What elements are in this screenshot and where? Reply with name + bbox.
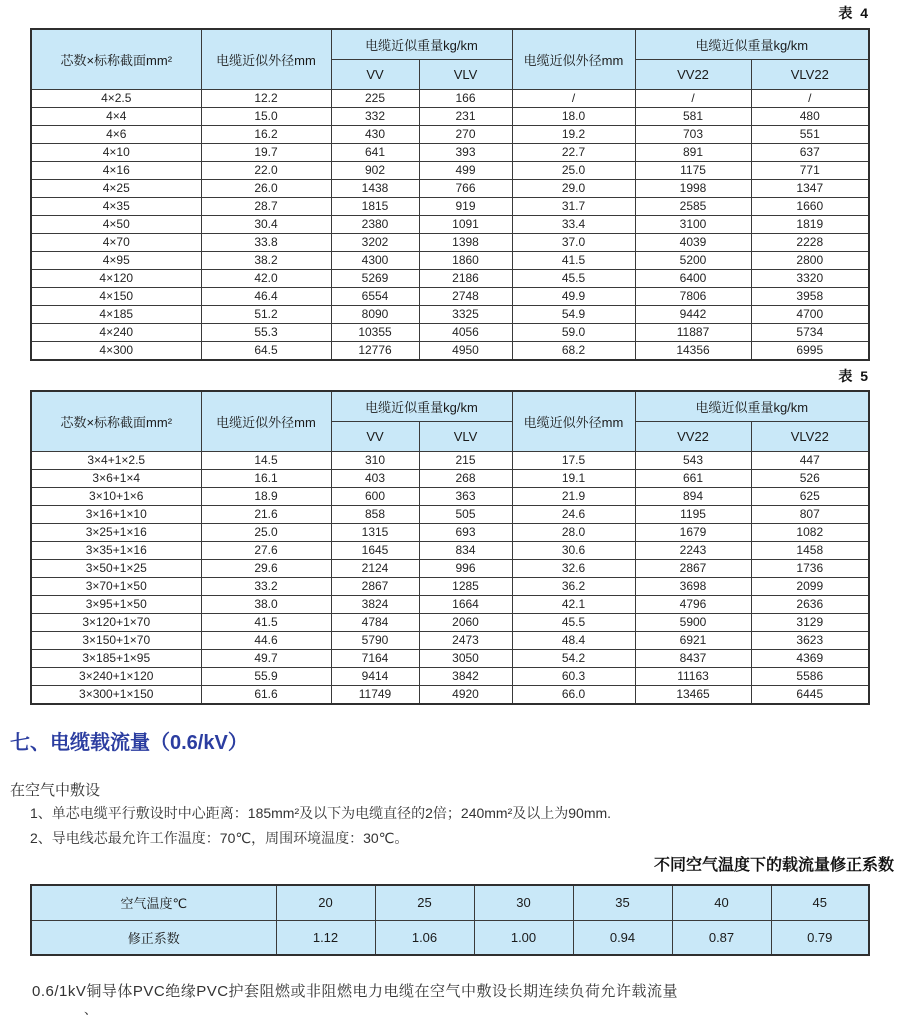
col-header-vlv: VLV <box>419 59 512 89</box>
cable-spec-table-5 <box>30 390 870 705</box>
table-cell: 1815 <box>331 197 419 215</box>
table-cell: 61.6 <box>201 685 331 704</box>
table-cell: 3×35+1×16 <box>31 541 201 559</box>
col-header-vv: VV <box>331 421 419 451</box>
table-cell: 3100 <box>635 215 751 233</box>
table-cell: 30.6 <box>512 541 635 559</box>
table-cell: 268 <box>419 469 512 487</box>
table-cell: 49.7 <box>201 649 331 667</box>
table-row <box>31 631 869 649</box>
table-cell: 30.4 <box>201 215 331 233</box>
table-cell: 41.5 <box>201 613 331 631</box>
table-cell: 0.79 <box>771 920 869 955</box>
table-cell: 29.0 <box>512 179 635 197</box>
table-cell: 766 <box>419 179 512 197</box>
table-cell: 18.0 <box>512 107 635 125</box>
table-cell: 51.2 <box>201 305 331 323</box>
table-cell: 16.2 <box>201 125 331 143</box>
table-cell: 19.7 <box>201 143 331 161</box>
table-cell: 543 <box>635 451 751 469</box>
table-cell: 1660 <box>751 197 869 215</box>
table-cell: 1.12 <box>276 920 375 955</box>
table-row <box>31 323 869 341</box>
table-row <box>31 505 869 523</box>
table-cell: 919 <box>419 197 512 215</box>
table-row <box>31 667 869 685</box>
correction-factor-row <box>31 920 869 955</box>
table-cell: 894 <box>635 487 751 505</box>
table-cell: 25.0 <box>201 523 331 541</box>
table-row <box>31 179 869 197</box>
table-cell: 4×10 <box>31 143 201 161</box>
temperature-correction-table <box>30 884 870 956</box>
table-cell: 2380 <box>331 215 419 233</box>
table-cell: 6554 <box>331 287 419 305</box>
table-cell: 581 <box>635 107 751 125</box>
table-cell: 46.4 <box>201 287 331 305</box>
col-header-core-section: 芯数×标称截面mm² <box>31 29 201 89</box>
table-cell: 1458 <box>751 541 869 559</box>
table5-caption: 表 5 <box>838 368 870 384</box>
table-cell: 54.9 <box>512 305 635 323</box>
table-cell: 363 <box>419 487 512 505</box>
table-cell: 31.7 <box>512 197 635 215</box>
col-header-weight-2: 电缆近似重量kg/km <box>635 391 869 421</box>
col-header-outer-diameter-1: 电缆近似外径mm <box>201 29 331 89</box>
table-cell: 16.1 <box>201 469 331 487</box>
table-cell: 25 <box>375 885 474 920</box>
table-cell: 24.6 <box>512 505 635 523</box>
table-row <box>31 559 869 577</box>
table-cell: 393 <box>419 143 512 161</box>
table-cell: 9442 <box>635 305 751 323</box>
col-header-outer-diameter-1: 电缆近似外径mm <box>201 391 331 451</box>
table-cell: 13465 <box>635 685 751 704</box>
table-cell: 4784 <box>331 613 419 631</box>
table-cell: 33.2 <box>201 577 331 595</box>
table-cell: 4300 <box>331 251 419 269</box>
table-cell: 3×16+1×10 <box>31 505 201 523</box>
table-cell: 7806 <box>635 287 751 305</box>
table-cell: 891 <box>635 143 751 161</box>
table-cell: 1.06 <box>375 920 474 955</box>
table-cell: 14.5 <box>201 451 331 469</box>
table-cell: 3698 <box>635 577 751 595</box>
table-cell: 1736 <box>751 559 869 577</box>
table-cell: 3050 <box>419 649 512 667</box>
table-cell: 49.9 <box>512 287 635 305</box>
table4-caption: 表 4 <box>838 5 870 21</box>
table-cell: 3×95+1×50 <box>31 595 201 613</box>
table-cell: 6995 <box>751 341 869 360</box>
table-cell: 3325 <box>419 305 512 323</box>
table-cell: 3×240+1×120 <box>31 667 201 685</box>
table-cell: 55.3 <box>201 323 331 341</box>
footer-note: 0.6/1kV铜导体PVC绝缘PVC护套阻燃或非阻燃电力电缆在空气中敷设长期连续负荷允许载流量 <box>32 983 679 1000</box>
table-cell: 5269 <box>331 269 419 287</box>
table-cell: 2228 <box>751 233 869 251</box>
table-cell: 1091 <box>419 215 512 233</box>
table-cell: 166 <box>419 89 512 107</box>
table-cell: 36.2 <box>512 577 635 595</box>
table-cell: 22.7 <box>512 143 635 161</box>
table-cell: 66.0 <box>512 685 635 704</box>
table-cell: 3×4+1×2.5 <box>31 451 201 469</box>
table-cell: 64.5 <box>201 341 331 360</box>
table-cell: 703 <box>635 125 751 143</box>
table-row <box>31 595 869 613</box>
table-cell: 48.4 <box>512 631 635 649</box>
table-cell: 7164 <box>331 649 419 667</box>
table-cell: 1175 <box>635 161 751 179</box>
table-cell: 902 <box>331 161 419 179</box>
table-cell: 20 <box>276 885 375 920</box>
table-cell: 6921 <box>635 631 751 649</box>
table-cell: 21.9 <box>512 487 635 505</box>
table-row <box>31 649 869 667</box>
table-cell: 4×16 <box>31 161 201 179</box>
table-cell: 4×35 <box>31 197 201 215</box>
table-cell: 3×10+1×6 <box>31 487 201 505</box>
section-heading-ampacity: 七、电缆载流量（0.6/kV） <box>10 732 248 754</box>
table-cell: 37.0 <box>512 233 635 251</box>
table-cell: 231 <box>419 107 512 125</box>
col-header-vlv22: VLV22 <box>751 59 869 89</box>
table-cell: 3×70+1×50 <box>31 577 201 595</box>
table-row <box>31 143 869 161</box>
col-header-weight-1: 电缆近似重量kg/km <box>331 391 512 421</box>
table-cell: 27.6 <box>201 541 331 559</box>
col-header-outer-diameter-2: 电缆近似外径mm <box>512 391 635 451</box>
table-cell: 1315 <box>331 523 419 541</box>
table-cell: 4×240 <box>31 323 201 341</box>
table-cell: 4796 <box>635 595 751 613</box>
table5-header <box>31 391 869 451</box>
table-cell: 1082 <box>751 523 869 541</box>
table-cell: 0.87 <box>672 920 771 955</box>
table-cell: 270 <box>419 125 512 143</box>
note-item-2: 2、导电线芯最允许工作温度：70℃，周围环境温度：30℃。 <box>30 830 409 846</box>
table-cell: 1347 <box>751 179 869 197</box>
table-cell: 32.6 <box>512 559 635 577</box>
table-cell: 54.2 <box>512 649 635 667</box>
table-cell: 996 <box>419 559 512 577</box>
note-item-1: 1、单芯电缆平行敷设时中心距离：185mm²及以下为电缆直径的2倍；240mm²及以上为90mm. <box>30 805 612 821</box>
table-cell: 6400 <box>635 269 751 287</box>
table-cell: 35 <box>573 885 672 920</box>
table-cell: 44.6 <box>201 631 331 649</box>
table-row <box>31 541 869 559</box>
table-cell: 834 <box>419 541 512 559</box>
table-cell: 3842 <box>419 667 512 685</box>
table-cell: 22.0 <box>201 161 331 179</box>
table-cell: 3×6+1×4 <box>31 469 201 487</box>
table-cell: 4×50 <box>31 215 201 233</box>
table-cell: 42.1 <box>512 595 635 613</box>
table-cell: / <box>512 89 635 107</box>
table-row <box>31 161 869 179</box>
table-cell: 693 <box>419 523 512 541</box>
table-cell: 38.2 <box>201 251 331 269</box>
table-cell: 5790 <box>331 631 419 649</box>
table-cell: 60.3 <box>512 667 635 685</box>
col-header-vv22: VV22 <box>635 421 751 451</box>
table-row <box>31 107 869 125</box>
table-cell: 4056 <box>419 323 512 341</box>
table-cell: 1860 <box>419 251 512 269</box>
table-cell: 4×95 <box>31 251 201 269</box>
table-row <box>31 523 869 541</box>
table-row <box>31 613 869 631</box>
table-cell: 3×150+1×70 <box>31 631 201 649</box>
table-cell: 1679 <box>635 523 751 541</box>
table-cell: 33.4 <box>512 215 635 233</box>
table-cell: 2060 <box>419 613 512 631</box>
table-cell: 55.9 <box>201 667 331 685</box>
col-header-vlv: VLV <box>419 421 512 451</box>
table-cell: 2099 <box>751 577 869 595</box>
table-cell: 2585 <box>635 197 751 215</box>
table-cell: 5734 <box>751 323 869 341</box>
table-cell: 8090 <box>331 305 419 323</box>
cable-spec-table-4 <box>30 28 870 361</box>
table-cell: 403 <box>331 469 419 487</box>
table-cell: 3×185+1×95 <box>31 649 201 667</box>
table-cell: 4×2.5 <box>31 89 201 107</box>
table-row <box>31 487 869 505</box>
table-cell: 9414 <box>331 667 419 685</box>
table-cell: 505 <box>419 505 512 523</box>
correction-table-title: 不同空气温度下的载流量修正系数 <box>653 857 894 874</box>
table-cell: 3129 <box>751 613 869 631</box>
table-cell: 11887 <box>635 323 751 341</box>
table-cell: 1195 <box>635 505 751 523</box>
table-row <box>31 89 869 107</box>
table-cell: 3202 <box>331 233 419 251</box>
table-cell: 225 <box>331 89 419 107</box>
table-cell: 5200 <box>635 251 751 269</box>
table-cell: 858 <box>331 505 419 523</box>
table-cell: 4×185 <box>31 305 201 323</box>
table-cell: 1.00 <box>474 920 573 955</box>
table-cell: 1398 <box>419 233 512 251</box>
table-cell: 4×120 <box>31 269 201 287</box>
table-cell: 4369 <box>751 649 869 667</box>
table-cell: 11163 <box>635 667 751 685</box>
table-cell: 5586 <box>751 667 869 685</box>
table-cell: 19.1 <box>512 469 635 487</box>
table-cell: 17.5 <box>512 451 635 469</box>
table-row <box>31 685 869 704</box>
table-cell: 310 <box>331 451 419 469</box>
table-cell: 12776 <box>331 341 419 360</box>
table-cell: 3×120+1×70 <box>31 613 201 631</box>
table-cell: 625 <box>751 487 869 505</box>
table-cell: 59.0 <box>512 323 635 341</box>
table-cell: 42.0 <box>201 269 331 287</box>
table-cell: 68.2 <box>512 341 635 360</box>
table-cell: 21.6 <box>201 505 331 523</box>
table-cell: 4×300 <box>31 341 201 360</box>
table-row <box>31 469 869 487</box>
table4-body <box>31 89 869 360</box>
col-header-vv: VV <box>331 59 419 89</box>
table-cell: 3623 <box>751 631 869 649</box>
table-row <box>31 233 869 251</box>
col-header-vv22: VV22 <box>635 59 751 89</box>
table-cell: 38.0 <box>201 595 331 613</box>
col-header-weight-2: 电缆近似重量kg/km <box>635 29 869 59</box>
table-cell: 661 <box>635 469 751 487</box>
table-cell: 3320 <box>751 269 869 287</box>
table-cell: 10355 <box>331 323 419 341</box>
table-cell: 18.9 <box>201 487 331 505</box>
table-cell: 637 <box>751 143 869 161</box>
table-cell: 551 <box>751 125 869 143</box>
table4-header <box>31 29 869 89</box>
table-cell: 4039 <box>635 233 751 251</box>
table-cell: 15.0 <box>201 107 331 125</box>
table-cell: 4700 <box>751 305 869 323</box>
table-cell: 771 <box>751 161 869 179</box>
table-cell: 2124 <box>331 559 419 577</box>
table-row <box>31 451 869 469</box>
table-cell: 26.0 <box>201 179 331 197</box>
table-cell: 2867 <box>331 577 419 595</box>
table-cell: 499 <box>419 161 512 179</box>
table-row <box>31 341 869 360</box>
table-cell: 28.7 <box>201 197 331 215</box>
col-header-vlv22: VLV22 <box>751 421 869 451</box>
table-cell: 1819 <box>751 215 869 233</box>
table-cell: 3×50+1×25 <box>31 559 201 577</box>
table-cell: 45.5 <box>512 269 635 287</box>
table-cell: 1645 <box>331 541 419 559</box>
table-cell: / <box>751 89 869 107</box>
table-row <box>31 577 869 595</box>
table-cell: 3824 <box>331 595 419 613</box>
table-cell: 807 <box>751 505 869 523</box>
col-header-outer-diameter-2: 电缆近似外径mm <box>512 29 635 89</box>
table-cell: 2867 <box>635 559 751 577</box>
table-cell: 526 <box>751 469 869 487</box>
table-row <box>31 125 869 143</box>
table-cell: 3×300+1×150 <box>31 685 201 704</box>
correction-temp-label: 空气温度℃ <box>31 885 276 920</box>
table-cell: 45.5 <box>512 613 635 631</box>
table-cell: 600 <box>331 487 419 505</box>
table-cell: 2186 <box>419 269 512 287</box>
table-cell: 430 <box>331 125 419 143</box>
table-cell: 1438 <box>331 179 419 197</box>
air-laying-label: 在空气中敷设 <box>10 782 101 799</box>
table-cell: 2800 <box>751 251 869 269</box>
table-row <box>31 269 869 287</box>
table-row <box>31 287 869 305</box>
table-cell: 332 <box>331 107 419 125</box>
table-cell: 1285 <box>419 577 512 595</box>
cutoff-text-mark: 、 <box>84 1002 98 1017</box>
table-cell: 19.2 <box>512 125 635 143</box>
table-cell: 6445 <box>751 685 869 704</box>
correction-factor-label: 修正系数 <box>31 920 276 955</box>
table-cell: 33.8 <box>201 233 331 251</box>
table-cell: 480 <box>751 107 869 125</box>
table-cell: 4920 <box>419 685 512 704</box>
table-cell: 1664 <box>419 595 512 613</box>
table-cell: / <box>635 89 751 107</box>
table-cell: 4×70 <box>31 233 201 251</box>
table-cell: 12.2 <box>201 89 331 107</box>
table-cell: 11749 <box>331 685 419 704</box>
table-cell: 4×6 <box>31 125 201 143</box>
table-cell: 45 <box>771 885 869 920</box>
table-cell: 25.0 <box>512 161 635 179</box>
table-cell: 641 <box>331 143 419 161</box>
table-cell: 41.5 <box>512 251 635 269</box>
table-cell: 0.94 <box>573 920 672 955</box>
col-header-weight-1: 电缆近似重量kg/km <box>331 29 512 59</box>
table-cell: 4×150 <box>31 287 201 305</box>
table5-body <box>31 451 869 704</box>
table-cell: 4×25 <box>31 179 201 197</box>
correction-temp-row <box>31 885 869 920</box>
table-cell: 2636 <box>751 595 869 613</box>
table-cell: 14356 <box>635 341 751 360</box>
table-cell: 3958 <box>751 287 869 305</box>
table-row <box>31 305 869 323</box>
table-cell: 5900 <box>635 613 751 631</box>
table-cell: 2748 <box>419 287 512 305</box>
table-cell: 8437 <box>635 649 751 667</box>
table-cell: 30 <box>474 885 573 920</box>
table-cell: 28.0 <box>512 523 635 541</box>
table-cell: 1998 <box>635 179 751 197</box>
table-cell: 3×25+1×16 <box>31 523 201 541</box>
col-header-core-section: 芯数×标称截面mm² <box>31 391 201 451</box>
table-cell: 2243 <box>635 541 751 559</box>
table-cell: 40 <box>672 885 771 920</box>
table-row <box>31 197 869 215</box>
table-cell: 2473 <box>419 631 512 649</box>
table-cell: 447 <box>751 451 869 469</box>
table-cell: 4×4 <box>31 107 201 125</box>
table-row <box>31 215 869 233</box>
table-cell: 29.6 <box>201 559 331 577</box>
table-cell: 215 <box>419 451 512 469</box>
table-cell: 4950 <box>419 341 512 360</box>
table-row <box>31 251 869 269</box>
